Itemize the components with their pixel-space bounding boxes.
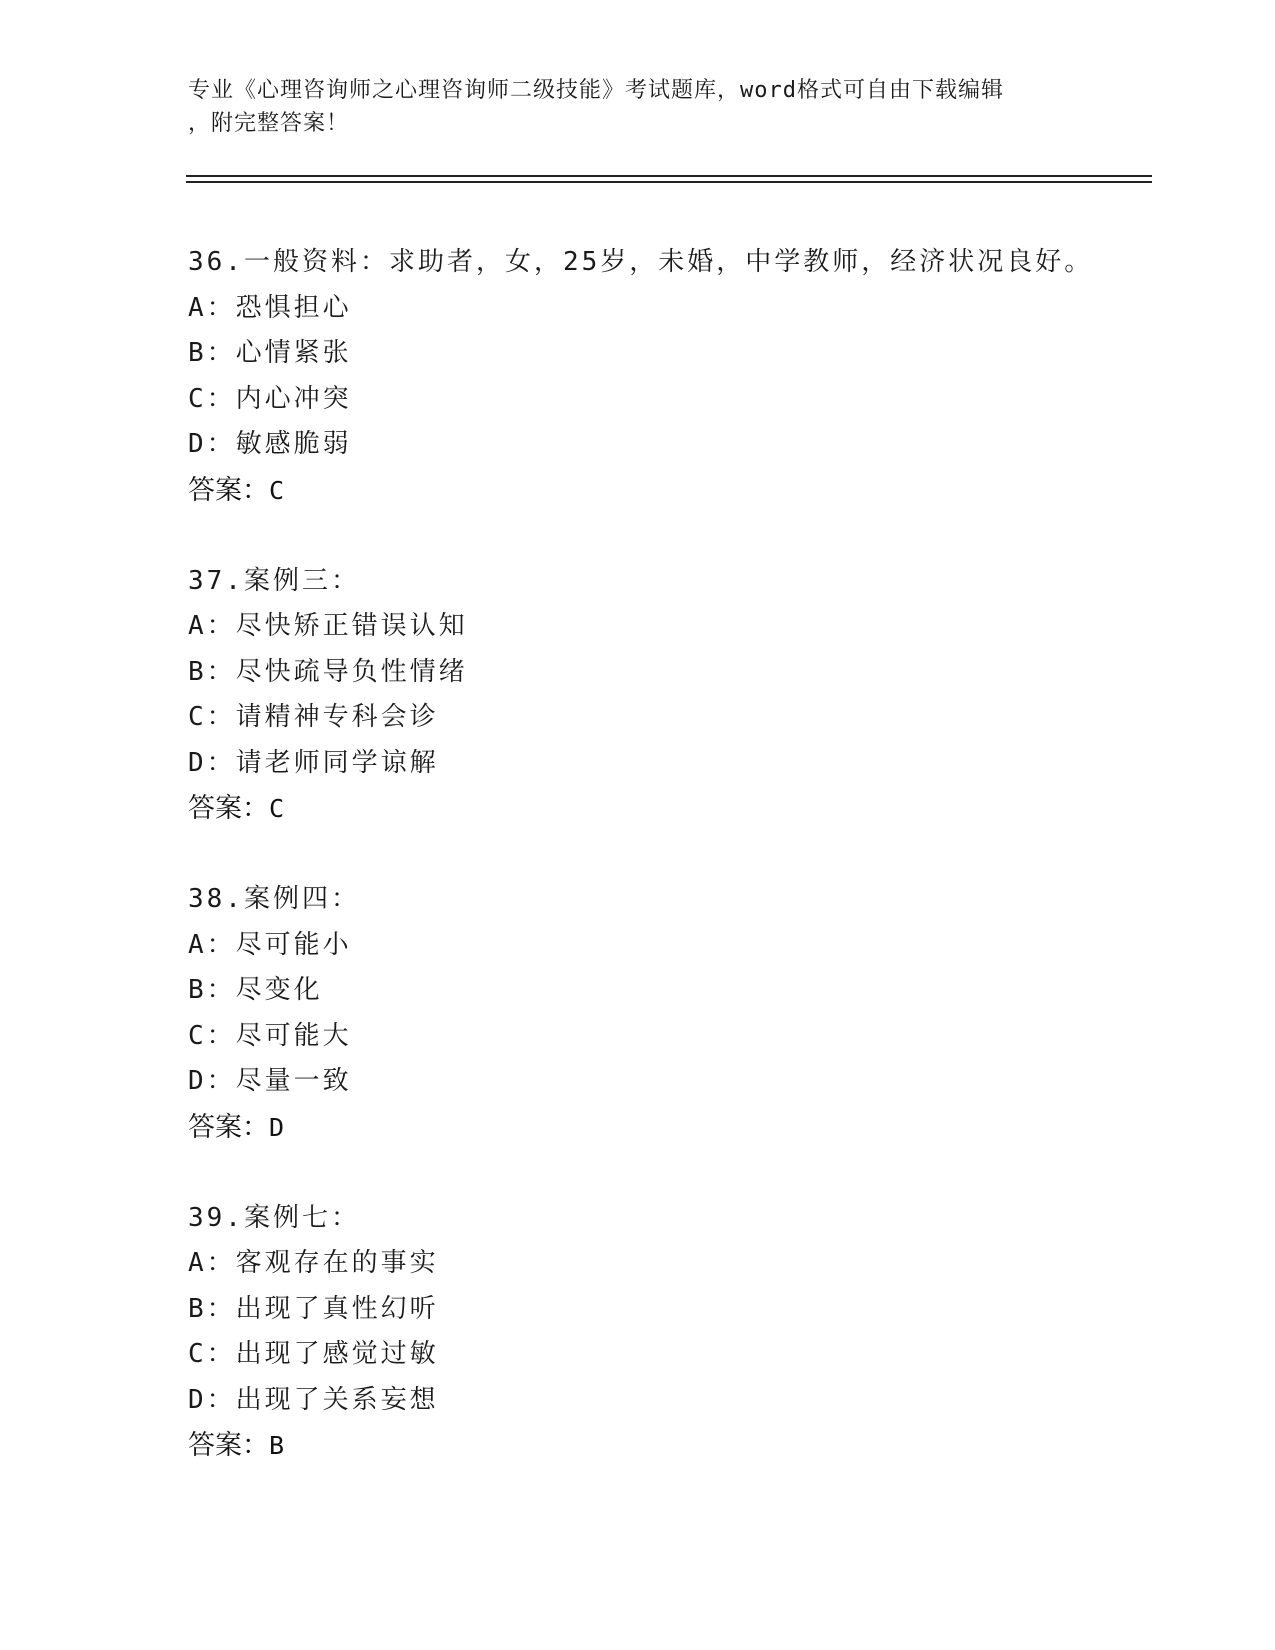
option-d: D：出现了关系妄想 [188, 1384, 439, 1415]
document-header [188, 74, 1068, 140]
option-c: C：内心冲突 [188, 383, 352, 414]
question-39 [188, 1196, 1138, 1470]
option-a: A：恐惧担心 [188, 292, 352, 323]
question-stem: 36.一般资料：求助者，女，25岁，未婚，中学教师，经济状况良好。 [188, 247, 1094, 277]
answer-label: 答案： [188, 1430, 269, 1461]
answer-label: 答案： [188, 474, 269, 506]
answer-line [188, 786, 1138, 832]
answer-line [188, 468, 1138, 514]
option-c: C：尽可能大 [188, 1020, 352, 1051]
option-d: D：敏感脆弱 [188, 429, 352, 459]
header-line-1: 专业《心理咨询师之心理咨询师二级技能》考试题库，word格式可自由下载编辑 [188, 78, 1004, 103]
question-spacer [188, 832, 1138, 877]
option-d: D：请老师同学谅解 [188, 747, 439, 778]
question-spacer [188, 1151, 1138, 1196]
header-divider-bottom [186, 181, 1152, 183]
answer-line [188, 1105, 1138, 1151]
question-stem: 37.案例三： [188, 565, 360, 596]
question-36 [188, 240, 1138, 514]
question-list [188, 240, 1138, 1469]
answer-value: B [269, 1431, 285, 1460]
option-b: B：尽快疏导负性情绪 [188, 656, 468, 687]
answer-value: D [269, 1112, 285, 1142]
option-b: B：出现了真性幻听 [188, 1293, 439, 1324]
answer-line [188, 1423, 1138, 1469]
question-stem: 38.案例四： [188, 884, 360, 914]
header-divider-top [186, 175, 1152, 177]
option-b: B：尽变化 [188, 975, 323, 1005]
option-c: C：请精神专科会诊 [188, 702, 439, 732]
option-a: A：尽可能小 [188, 929, 352, 960]
option-c: C：出现了感觉过敏 [188, 1339, 439, 1369]
answer-label: 答案： [188, 793, 269, 824]
question-stem: 39.案例七： [188, 1202, 360, 1233]
header-line-2: ，附完整答案！ [188, 111, 350, 136]
question-37 [188, 559, 1138, 833]
option-b: B：心情紧张 [188, 338, 352, 368]
answer-value: C [269, 794, 285, 823]
option-a: A：客观存在的事实 [188, 1248, 439, 1278]
option-a: A：尽快矫正错误认知 [188, 611, 468, 641]
answer-label: 答案： [188, 1111, 269, 1143]
question-38 [188, 877, 1138, 1151]
answer-value: C [269, 475, 285, 505]
option-d: D：尽量一致 [188, 1066, 352, 1096]
question-spacer [188, 514, 1138, 559]
